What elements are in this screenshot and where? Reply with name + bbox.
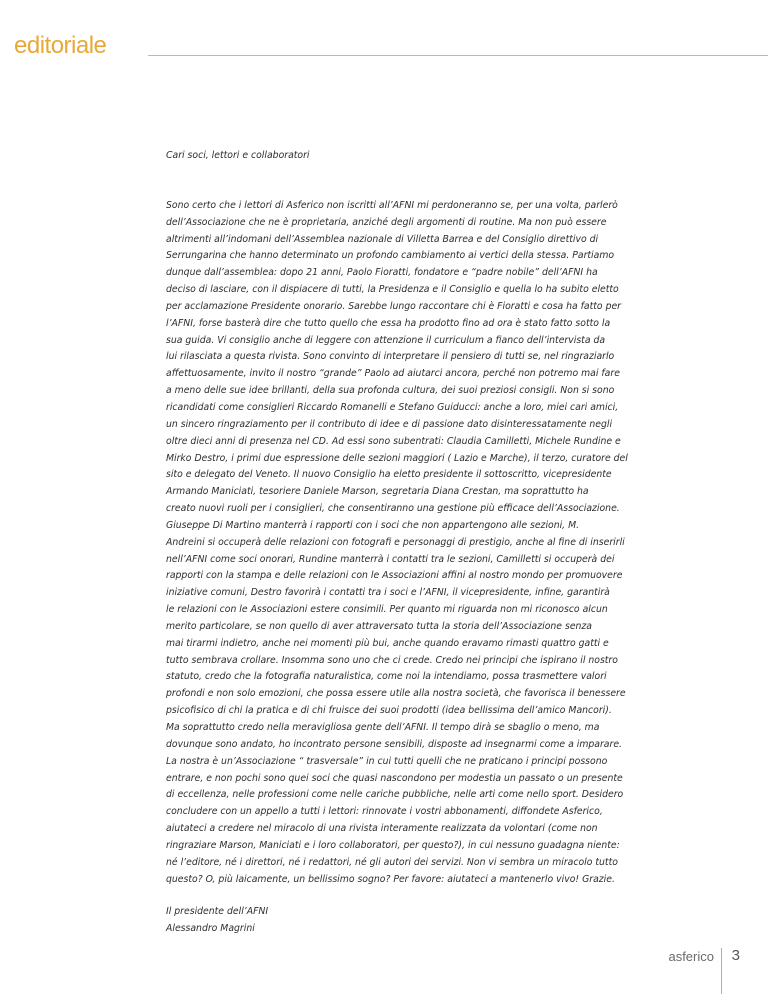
section-header xyxy=(0,30,768,60)
body-line: questo? O, più laicamente, un bellissimo sogno? Per favore: aiutateci a mantenerlo vivo! Grazie. xyxy=(166,873,615,885)
body-line: oltre dieci anni di presenza nel CD. Ad essi sono subentrati: Claudia Camilletti, Michele Rundine e xyxy=(166,435,621,447)
body-line: per acclamazione Presidente onorario. Sarebbe lungo raccontare chi è Fioratti e cosa ha fatto per xyxy=(166,300,622,312)
body-line: La nostra è un’Associazione “ trasversale” in cui tutti quelli che ne praticano i principi possono xyxy=(166,755,608,767)
body-line: entrare, e non pochi sono quei soci che quasi nascondono per modestia un passato o un presente xyxy=(166,772,623,784)
body-line: Armando Maniciati, tesoriere Daniele Marson, segretaria Diana Crestan, ma soprattutto ha xyxy=(166,486,589,498)
body-line: Mirko Destro, i primi due espressione delle sezioni maggiori ( Lazio e Marche), il terzo, curatore del xyxy=(166,452,628,464)
body-line: altrimenti all’indomani dell’Assemblea nazionale di Villetta Barrea e del Consiglio direttivo di xyxy=(166,233,599,245)
page-number: 3 xyxy=(731,947,740,964)
body-line: concludere con un appello a tutti i lettori: rinnovate i vostri abbonamenti, diffondete Asferico, xyxy=(166,806,603,818)
body-line: creato nuovi ruoli per i consiglieri, che consentiranno una gestione più efficace dell’Associazione. xyxy=(166,503,620,515)
body-line: a meno delle sue idee brillanti, della sua profonda cultura, dei suoi preziosi consigli. Non si sono xyxy=(166,385,615,397)
editorial-article xyxy=(166,148,636,938)
salutation: Cari soci, lettori e collaboratori xyxy=(166,150,310,161)
body-line: statuto, credo che la fotografia naturalistica, come noi la intendiamo, possa trasmettere valori xyxy=(166,671,607,683)
body-line: Sono certo che i lettori di Asferico non iscritti all’AFNI mi perdoneranno se, per una volta, parlerò xyxy=(166,199,618,211)
body-line: le relazioni con le Associazioni estere consimili. Per quanto mi riguarda non mi riconosco alcun xyxy=(166,604,608,616)
body-line: l’AFNI, forse basterà dire che tutto quello che essa ha prodotto fino ad ora è stato fatto sotto la xyxy=(166,317,611,329)
body-line: ringraziare Marson, Maniciati e i loro collaboratori, per questo?), in cui nessuno guadagna niente: xyxy=(166,839,620,851)
body-line: nell’AFNI come soci onorari, Rundine manterrà i contatti tra le sezioni, Camilletti si occuperà dei xyxy=(166,553,615,565)
body-line: lui rilasciata a questa rivista. Sono convinto di interpretare il pensiero di tutti se, nel ringraziarlo xyxy=(166,351,615,363)
body-line: dell’Associazione che ne è proprietaria, anziché degli argomenti di routine. Ma non può essere xyxy=(166,216,607,228)
body-line: mai tirarmi indietro, anche nei momenti più bui, anche quando eravamo rimasti quattro gatti e xyxy=(166,637,609,649)
body-line: psicofisico di chi la pratica e di chi fruisce dei suoi prodotti (idea bellissima dell’amico Mancori). xyxy=(166,705,612,717)
body-line: aiutateci a credere nel miracolo di una rivista interamente realizzata da volontari (come non xyxy=(166,823,598,835)
footer-divider xyxy=(721,948,722,994)
article-body xyxy=(166,198,636,889)
body-line: Giuseppe Di Martino manterrà i rapporti con i soci che non appartengono alle sezioni, M. xyxy=(166,519,580,531)
signature xyxy=(166,904,636,938)
body-line: iniziative comuni, Destro favorirà i contatti tra i soci e l’AFNI, il vicepresidente, infine, garantirà xyxy=(166,587,610,599)
section-title: editoriale xyxy=(14,32,107,59)
header-rule xyxy=(148,55,768,56)
signature-name: Alessandro Magrini xyxy=(166,923,255,935)
body-line: né l’editore, né i direttori, né i redattori, né gli autori dei servizi. Non vi sembra un miracolo tutto xyxy=(166,856,618,868)
body-line: dovunque sono andato, ho incontrato persone sensibili, disposte ad insegnarmi come a imparare. xyxy=(166,738,623,750)
body-line: tutto sembrava crollare. Insomma sono uno che ci crede. Credo nei principi che ispirano il nostro xyxy=(166,654,618,666)
body-line: rapporti con la stampa e delle relazioni con le Associazioni affini al nostro mondo per promuovere xyxy=(166,570,623,582)
body-line: deciso di lasciare, con il dispiacere di tutti, la Presidenza e il Consiglio e quella lo ha subito eletto xyxy=(166,284,619,296)
body-line: di eccellenza, nelle professioni come nelle cariche pubbliche, nelle arti come nello sport. Desidero xyxy=(166,789,624,801)
body-line: ricandidati come consiglieri Riccardo Romanelli e Stefano Guiducci: anche a loro, miei cari amici, xyxy=(166,401,619,413)
footer-brand: asferico xyxy=(668,949,714,964)
body-line: profondi e non solo emozioni, che possa essere utile alla nostra società, che favorisca il benessere xyxy=(166,688,626,700)
body-line: dunque dall’assemblea: dopo 21 anni, Paolo Fioratti, fondatore e “padre nobile” dell’AFNI ha xyxy=(166,267,598,279)
body-line: Serrungarina che hanno determinato un profondo cambiamento ai vertici della stessa. Partiamo xyxy=(166,250,615,262)
signature-role: Il presidente dell’AFNI xyxy=(166,906,269,918)
body-line: Ma soprattutto credo nella meravigliosa gente dell’AFNI. Il tempo dirà se sbaglio o meno, ma xyxy=(166,722,600,733)
body-line: Andreini si occuperà delle relazioni con fotografi e personaggi di prestigio, anche al fine di inserirli xyxy=(166,536,625,548)
body-line: affettuosamente, invito il nostro “grande” Paolo ad aiutarci ancora, perché non potremo mai fare xyxy=(166,368,620,380)
body-line: sua guida. Vi consiglio anche di leggere con attenzione il curriculum a fianco dell’intervista da xyxy=(166,334,606,346)
body-line: sito e delegato del Veneto. Il nuovo Consiglio ha eletto presidente il sottoscritto, vicepresidente xyxy=(166,469,612,481)
body-line: merito particolare, se non quello di aver attraversato tutta la storia dell’Associazione senza xyxy=(166,620,593,632)
body-line: un sincero ringraziamento per il contributo di idee e di passione dato disinteressatamente negli xyxy=(166,418,613,430)
